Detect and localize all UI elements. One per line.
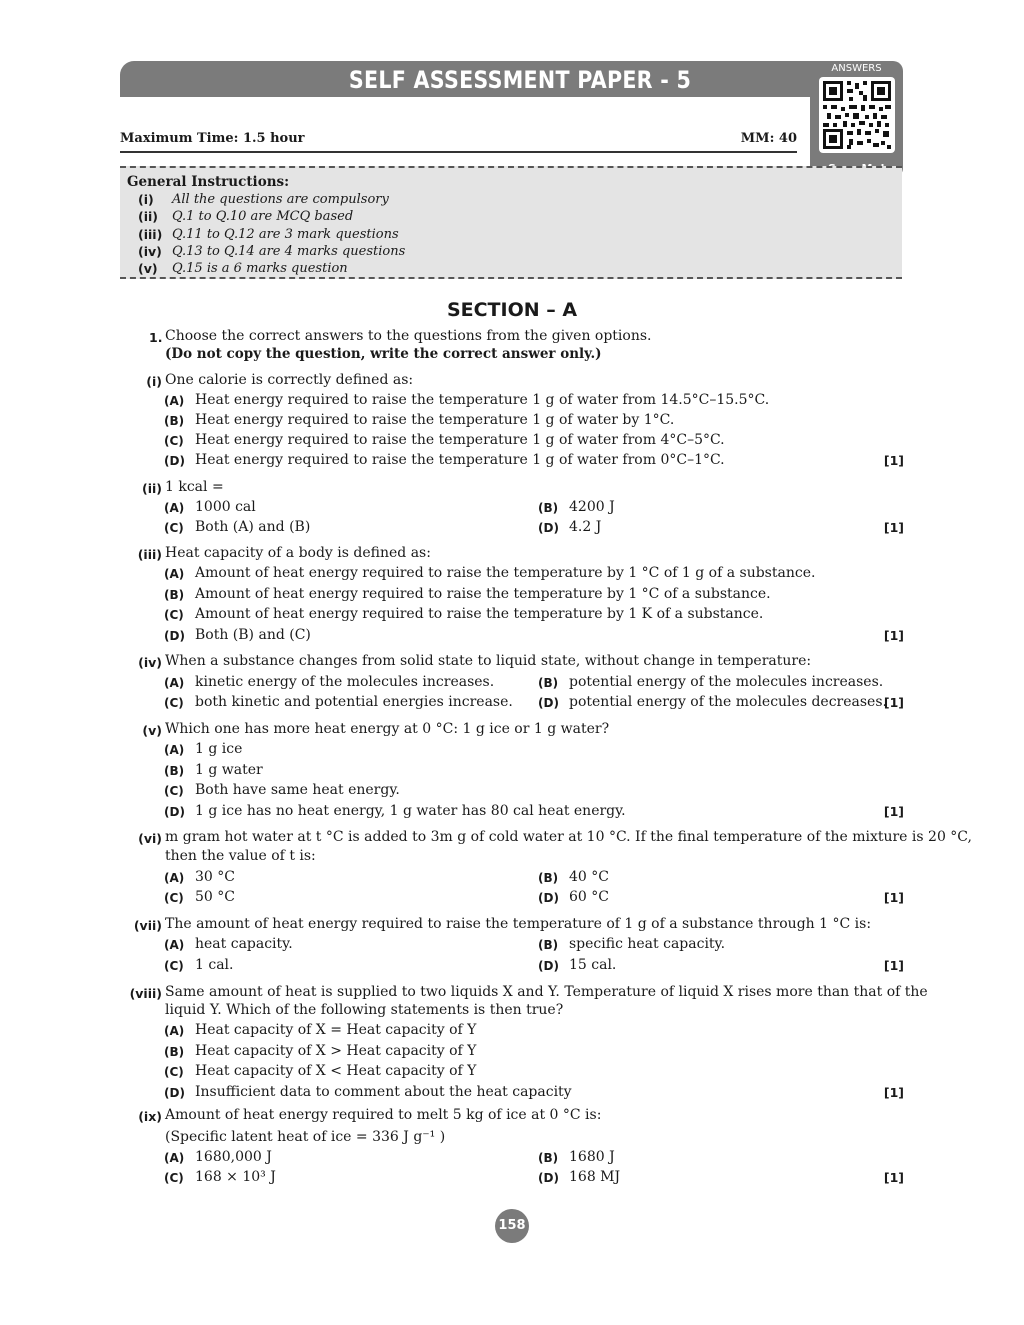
question-text: Amount of heat energy required to melt 5 kg of ice at 0 °C is: <box>165 1107 602 1123</box>
marks-badge: [1] <box>883 804 904 819</box>
option-label: (B) <box>538 871 559 885</box>
option-text: 30 °C <box>195 869 235 885</box>
option-text: Insufficient data to comment about the heat capacity <box>195 1084 572 1100</box>
option-label: (D) <box>538 959 559 973</box>
option-text: Both (A) and (B) <box>195 519 311 535</box>
marks-badge: [1] <box>883 695 904 710</box>
option-text: 168 × 10³ J <box>195 1169 276 1185</box>
question-text: (Specific latent heat of ice = 336 J g⁻¹ ) <box>165 1129 446 1145</box>
option-label: (D) <box>164 454 185 468</box>
instructions-heading: General Instructions: <box>127 174 290 190</box>
question-text: m gram hot water at t °C is added to 3m g of cold water at 10 °C. If the final temperature of the mixture is 20 °C, <box>165 829 972 845</box>
question-number: (i) <box>146 374 162 389</box>
option-label: (C) <box>164 608 184 622</box>
option-text: Heat energy required to raise the temperature 1 g of water from 0°C–1°C. <box>195 452 725 468</box>
option-label: (D) <box>164 805 185 819</box>
question-note: (Do not copy the question, write the correct answer only.) <box>165 346 602 362</box>
question-text: When a substance changes from solid state to liquid state, without change in temperature: <box>165 653 812 669</box>
option-label: (C) <box>164 959 184 973</box>
option-label: (B) <box>538 501 559 515</box>
option-label: (A) <box>164 676 185 690</box>
instruction-text: All the questions are compulsory <box>172 192 389 207</box>
option-label: (B) <box>164 588 185 602</box>
option-label: (A) <box>164 743 185 757</box>
question-text: One calorie is correctly defined as: <box>165 372 414 388</box>
option-label: (C) <box>164 1171 184 1185</box>
question-number: 1. <box>149 330 163 345</box>
option-text: kinetic energy of the molecules increases. <box>195 674 495 690</box>
marks-badge: [1] <box>883 890 904 905</box>
option-text: specific heat capacity. <box>569 936 726 952</box>
option-text: potential energy of the molecules decreases. <box>569 694 887 710</box>
option-label: (A) <box>164 1024 185 1038</box>
option-text: 1 g ice has no heat energy, 1 g water has 80 cal heat energy. <box>195 803 626 819</box>
marks-badge: [1] <box>883 1170 904 1185</box>
instruction-text: Q.13 to Q.14 are 4 marks questions <box>172 244 406 259</box>
option-text: both kinetic and potential energies increase. <box>195 694 513 710</box>
option-label: (C) <box>164 1065 184 1079</box>
option-text: 1680,000 J <box>195 1149 272 1165</box>
option-label: (B) <box>538 938 559 952</box>
option-label: (D) <box>538 891 559 905</box>
instruction-number: (iv) <box>138 244 162 259</box>
question-number: (viii) <box>129 986 162 1001</box>
instruction-number: (v) <box>138 261 158 276</box>
option-text: 1 g ice <box>195 741 243 757</box>
option-label: (A) <box>164 501 185 515</box>
option-text: 60 °C <box>569 889 609 905</box>
instruction-text: Q.15 is a 6 marks question <box>172 261 348 276</box>
option-text: 1 cal. <box>195 957 234 973</box>
option-text: 15 cal. <box>569 957 617 973</box>
marks-badge: [1] <box>883 1085 904 1100</box>
marks-badge: [1] <box>883 958 904 973</box>
option-text: Heat energy required to raise the temperature 1 g of water by 1°C. <box>195 412 675 428</box>
option-label: (D) <box>164 1086 185 1100</box>
title-banner <box>120 61 810 97</box>
option-label: (A) <box>164 938 185 952</box>
option-text: 4.2 J <box>569 519 602 535</box>
general-instructions <box>120 166 902 279</box>
instruction-text: Q.1 to Q.10 are MCQ based <box>172 209 354 224</box>
question-number: (v) <box>142 723 162 738</box>
option-text: Heat capacity of X = Heat capacity of Y <box>195 1022 477 1038</box>
instruction-number: (i) <box>138 192 154 207</box>
question-number: (vi) <box>138 831 162 846</box>
option-label: (C) <box>164 521 184 535</box>
option-text: 1 g water <box>195 762 263 778</box>
option-label: (B) <box>538 676 559 690</box>
option-text: Heat energy required to raise the temperature 1 g of water from 4°C–5°C. <box>195 432 725 448</box>
marks-badge: [1] <box>883 520 904 535</box>
option-text: 1000 cal <box>195 499 256 515</box>
option-text: 50 °C <box>195 889 235 905</box>
option-text: 4200 J <box>569 499 615 515</box>
option-label: (C) <box>164 696 184 710</box>
qr-code-icon <box>823 81 891 149</box>
option-label: (D) <box>538 696 559 710</box>
question-number: (ix) <box>138 1109 162 1124</box>
question-text: 1 kcal = <box>165 479 224 495</box>
instruction-text: Q.11 to Q.12 are 3 mark questions <box>172 227 399 242</box>
option-text: Amount of heat energy required to raise the temperature by 1 °C of a substance. <box>195 586 771 602</box>
question-text: The amount of heat energy required to raise the temperature of 1 g of a substance through 1 °C is: <box>165 916 872 932</box>
option-text: Both have same heat energy. <box>195 782 400 798</box>
option-text: potential energy of the molecules increases. <box>569 674 884 690</box>
option-label: (C) <box>164 784 184 798</box>
page-number: 158 <box>495 1209 529 1243</box>
option-text: 40 °C <box>569 869 609 885</box>
max-marks: MM: 40 <box>740 131 797 146</box>
time-marks-row <box>120 131 797 153</box>
option-label: (C) <box>164 891 184 905</box>
question-text: Which one has more heat energy at 0 °C: 1 g ice or 1 g water? <box>165 721 610 737</box>
question-instruction: Choose the correct answers to the questions from the given options. <box>165 328 652 344</box>
option-text: Amount of heat energy required to raise the temperature by 1 °C of 1 g of a substance. <box>195 565 816 581</box>
option-label: (A) <box>164 1151 185 1165</box>
option-label: (B) <box>538 1151 559 1165</box>
instruction-number: (iii) <box>138 227 163 242</box>
qr-code[interactable] <box>819 77 895 153</box>
option-label: (A) <box>164 871 185 885</box>
question-number: (ii) <box>142 481 162 496</box>
question-number: (vii) <box>133 918 162 933</box>
question-number: (iv) <box>138 655 162 670</box>
option-label: (C) <box>164 434 184 448</box>
option-label: (B) <box>164 1045 185 1059</box>
max-time: Maximum Time: 1.5 hour <box>120 131 305 146</box>
option-label: (D) <box>538 521 559 535</box>
question-text: liquid Y. Which of the following statements is then true? <box>165 1002 564 1018</box>
option-label: (B) <box>164 764 185 778</box>
option-text: heat capacity. <box>195 936 293 952</box>
question-text: Heat capacity of a body is defined as: <box>165 545 431 561</box>
question-text: Same amount of heat is supplied to two liquids X and Y. Temperature of liquid X rises more than that of the <box>165 984 928 1000</box>
option-label: (A) <box>164 394 185 408</box>
answers-qr-badge[interactable] <box>810 61 903 178</box>
marks-badge: [1] <box>883 453 904 468</box>
qr-top-label: ANSWERS <box>831 63 882 74</box>
option-text: Amount of heat energy required to raise the temperature by 1 K of a substance. <box>195 606 764 622</box>
page-title: SELF ASSESSMENT PAPER - 5 <box>348 66 692 94</box>
option-label: (D) <box>164 629 185 643</box>
option-label: (D) <box>538 1171 559 1185</box>
option-text: 168 MJ <box>569 1169 621 1185</box>
marks-badge: [1] <box>883 628 904 643</box>
question-text: then the value of t is: <box>165 848 316 864</box>
question-number: (iii) <box>137 547 162 562</box>
instruction-number: (ii) <box>138 209 158 224</box>
option-text: Heat capacity of X > Heat capacity of Y <box>195 1043 477 1059</box>
option-label: (A) <box>164 567 185 581</box>
option-text: Heat energy required to raise the temperature 1 g of water from 14.5°C–15.5°C. <box>195 392 770 408</box>
option-text: Heat capacity of X < Heat capacity of Y <box>195 1063 477 1079</box>
option-text: Both (B) and (C) <box>195 627 311 643</box>
option-label: (B) <box>164 414 185 428</box>
section-title: SECTION – A <box>446 299 578 321</box>
option-text: 1680 J <box>569 1149 615 1165</box>
